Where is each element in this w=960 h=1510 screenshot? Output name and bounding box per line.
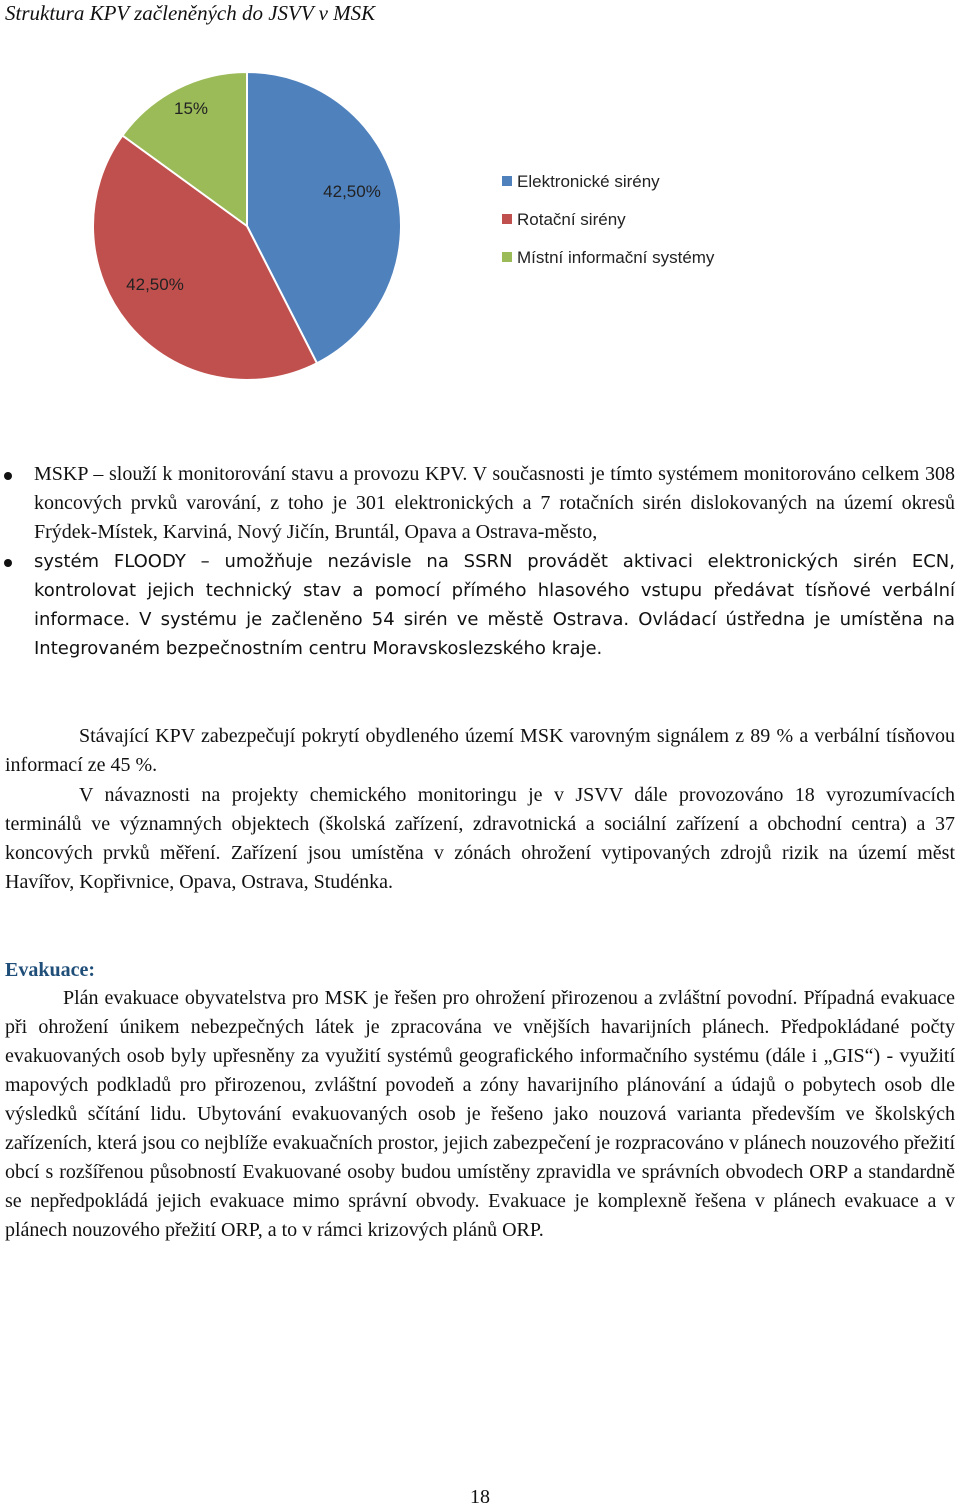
legend-swatch-rotacni-sireny: [502, 214, 512, 224]
legend-label-rotacni-sireny: Rotační sirény: [517, 210, 626, 229]
chart-caption: Struktura KPV začleněných do JSVV v MSK: [5, 1, 376, 25]
coverage-paragraph: Stávající KPV zabezpečují pokrytí obydleného území MSK varovným signálem z 89 % a verbální tísňovou informací ze 45 %.: [5, 725, 955, 776]
monitoring-paragraph: V návaznosti na projekty chemického monitoringu je v JSVV dále provozováno 18 vyrozumívacích terminálů ve významných objektech (školská zařízení, zdravotnická a sociální zařízení a obchodní centra) a 37 koncových prvků měření. Zařízení jsou umístěna v zónách ohrožení vytipovaných zdrojů rizik na území měst Havířov, Kopřivnice, Opava, Ostrava, Studénka.: [5, 784, 955, 893]
legend-swatch-elektronicke-sireny: [502, 176, 512, 186]
evacuation-heading: Evakuace:: [5, 959, 95, 981]
pie-chart: [0, 40, 960, 400]
bullet-icon: [4, 472, 12, 480]
bullet-text: MSKP – slouží k monitorování stavu a provozu KPV. V současnosti je tímto systémem monitorováno celkem 308 koncových prvků varování, z toho je 301 elektronických a 7 rotačních sirén dislokovaných na území okresů Frýdek-Místek, Karviná, Nový Jičín, Bruntál, Opava a Ostrava-město,: [34, 463, 955, 543]
bullet-item-floody: [0, 547, 960, 663]
bullet-list: [0, 460, 960, 663]
bullet-icon: [4, 559, 12, 567]
evacuation-paragraph: Plán evakuace obyvatelstva pro MSK je řešen pro ohrožení přirozenou a zvláštní povodní. Případná evakuace při ohrožení únikem nebezpečných látek je zpracována ve vnějších havarijních plánech. Předpokládané počty evakuovaných osob byly upřesněny za využití systémů geografického informačního systému (dále i „GIS“) - využití mapových podkladů pro přirozenou, zvláštní povodeň a zóny havarijního plánování a údajů o pobytech osob dle výsledků sčítání lidu. Ubytování evakuovaných osob je řešeno jako nouzová varianta především ve školských zařízeních, která jsou co nejblíže evakuačních prostor, jejich zabezpečení je rozpracováno v plánech nouzového přežití obcí s rozšířenou působností Evakuované osoby budou umístěny zpravidla ve správních obvodech ORP a standardně se nepředpokládá jejich evakuace mimo správní obvody. Evakuace je komplexně řešena v plánech evakuace a v plánech nouzového přežití ORP, a to v rámci krizových plánů ORP.: [5, 987, 955, 1241]
bullet-item-mskp: [0, 460, 960, 547]
bullet-text: systém FLOODY – umožňuje nezávisle na SSRN provádět aktivaci elektronických sirén ECN, kontrolovat jejich technický stav a pomocí přímého hlasového vstupu předávat tísňové verbální informace. V systému je začleněno 54 sirén ve městě Ostrava. Ovládací ústředna je umístěna na Integrovaném bezpečnostním centru Moravskoslezského kraje.: [34, 551, 955, 659]
legend-label-mistni-informacni-systemy: Místní informační systémy: [517, 248, 715, 267]
pie-slice-label-elektronicke-sireny: 42,50%: [323, 182, 381, 201]
page-number: 18: [470, 1486, 490, 1508]
pie-slice-label-mistni-informacni-systemy: 15%: [173, 99, 209, 118]
legend-label-elektronicke-sireny: Elektronické sirény: [517, 172, 660, 191]
legend-swatch-mistni-informacni-systemy: [502, 252, 512, 262]
pie-slice-label-rotacni-sireny: 42,50%: [126, 275, 184, 294]
